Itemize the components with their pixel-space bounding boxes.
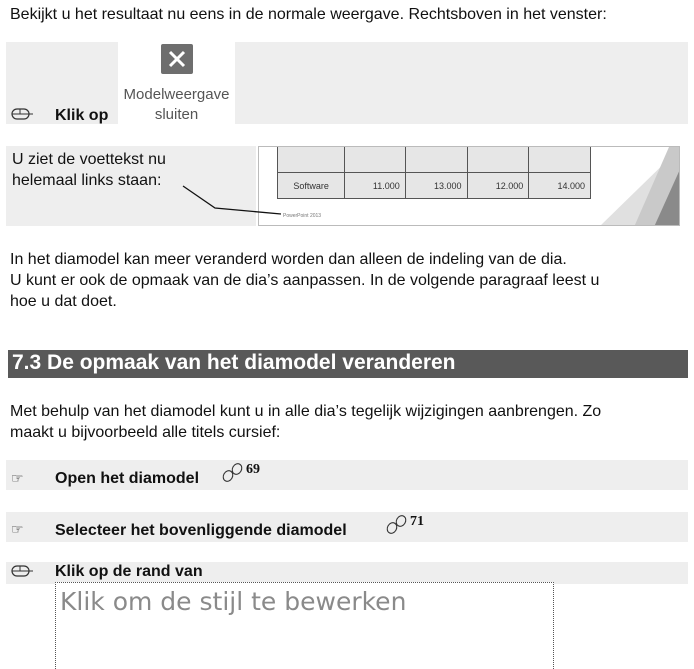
mouse-icon <box>11 108 33 120</box>
slide-table <box>277 146 591 199</box>
slide-decoration <box>579 147 680 226</box>
hand-pointer-icon: ☞ <box>11 470 23 486</box>
section-heading: 7.3 De opmaak van het diamodel veranderen <box>12 351 456 374</box>
pointer-line <box>175 180 285 216</box>
intro-text: Bekijkt u het resultaat nu eens in de normale weergave. Rechtsboven in het venster: <box>10 6 607 23</box>
footer-note-line1: U ziet de voettekst nu <box>12 151 166 168</box>
footer-note-line2: helemaal links staan: <box>12 172 162 189</box>
table-cell: 12.000 <box>467 173 529 199</box>
table-cell: Software <box>278 173 345 199</box>
para3-line2: maakt u bijvoorbeeld alle titels cursief: <box>10 424 281 441</box>
table-cell: 14.000 <box>529 173 591 199</box>
table-cell: 11.000 <box>345 173 406 199</box>
step-text: Klik op de rand van <box>55 563 203 580</box>
close-icon <box>161 44 193 74</box>
button-label-line2: sluiten <box>154 106 199 123</box>
footprints-icon <box>385 513 409 535</box>
step-text: Selecteer het bovenliggende diamodel <box>55 522 347 539</box>
para2-line3: hoe u dat doet. <box>10 293 117 310</box>
step-text: Open het diamodel <box>55 470 200 487</box>
step-close-label: Klik op <box>55 107 109 124</box>
slide-footer-text: PowerPoint 2013 <box>283 213 322 219</box>
para2-line1: In het diamodel kan meer veranderd worden dan alleen de indeling van de dia. <box>10 251 567 268</box>
section-heading-bar <box>8 350 688 378</box>
table-cell: 13.000 <box>405 173 467 199</box>
title-placeholder-text: Klik om de stijl te bewerken <box>60 587 407 616</box>
hand-pointer-icon: ☞ <box>11 521 23 537</box>
button-label-line1: Modelweergave <box>123 86 230 103</box>
mouse-icon <box>11 565 33 577</box>
slide-preview <box>258 146 680 226</box>
step-ref: 69 <box>246 462 260 477</box>
step-ref: 71 <box>410 514 424 529</box>
para2-line2: U kunt er ook de opmaak van de dia’s aanpassen. In de volgende paragraaf leest u <box>10 272 600 289</box>
title-placeholder-box[interactable] <box>55 582 554 669</box>
close-master-view-button[interactable] <box>118 42 235 124</box>
para3-line1: Met behulp van het diamodel kunt u in alle dia’s tegelijk wijzigingen aanbrengen. Zo <box>10 403 602 420</box>
footprints-icon <box>221 461 245 483</box>
table-row <box>278 173 591 199</box>
